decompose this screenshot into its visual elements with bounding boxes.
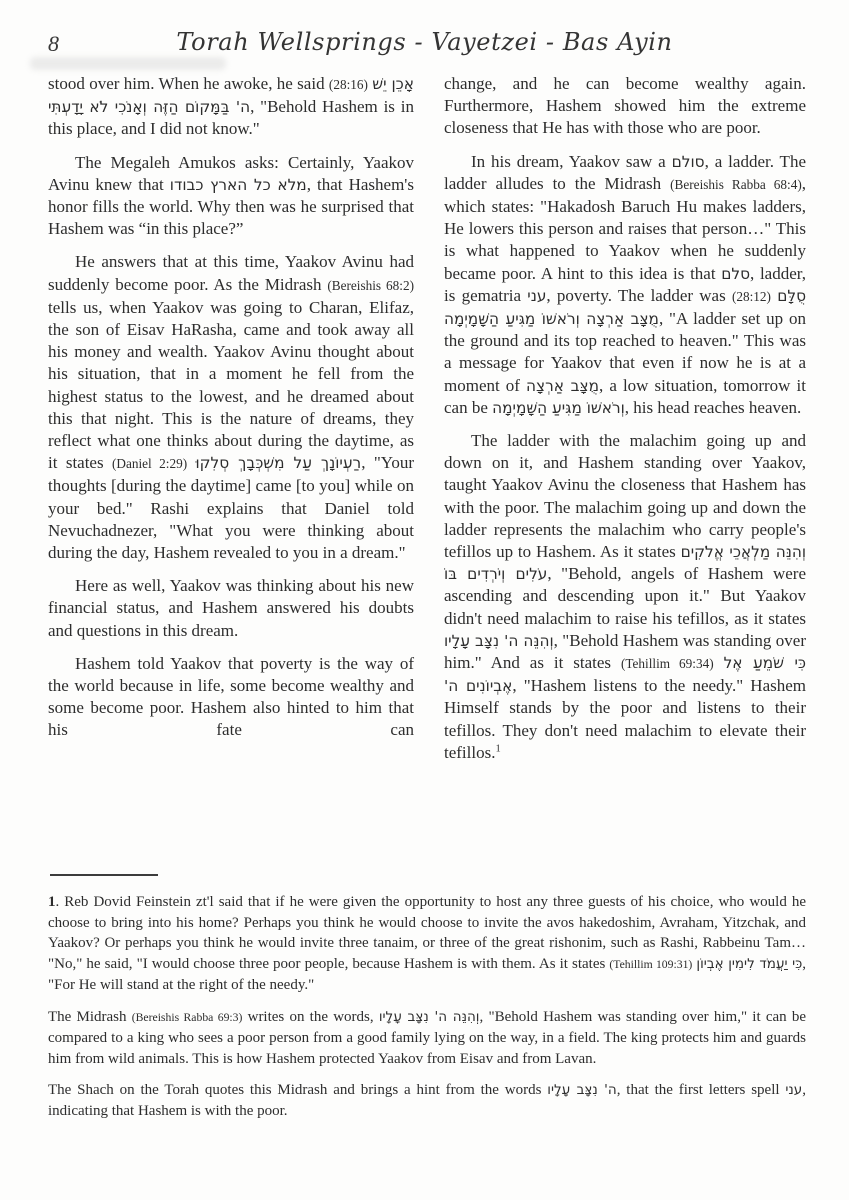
hebrew-phrase: וְרֹאשׁוֹ מַגִּיעַ הַשָּׁמָיְמָה: [492, 398, 625, 417]
footnote-number: 1: [48, 894, 56, 910]
citation-ref: (Daniel 2:29): [111, 456, 188, 472]
hebrew-phrase: עני: [527, 286, 547, 305]
body-paragraph: The Megaleh Amukos asks: Certainly, Yaakov Avinu knew that מלא כל הארץ כבודו, that Hashem's honor fills the world. Why then was he surprised that Hashem was “in this place?”: [48, 152, 414, 239]
hebrew-phrase: כִּי שֹׁמֵעַ אֶל אֶבְיוֹנִים ה': [444, 654, 807, 696]
citation-ref: (Bereishis 68:2): [327, 277, 414, 293]
hebrew-phrase: ה' נִצָּב עָלָיו: [547, 1082, 617, 1098]
page-title: Torah Wellsprings - Vayetzei - Bas Ayin: [176, 28, 673, 56]
hebrew-phrase: סולם: [671, 152, 705, 171]
footnote-separator: [50, 874, 158, 876]
body-paragraph: Here as well, Yaakov was thinking about his new financial status, and Hashem answered his doubts and questions in this dream.: [48, 576, 414, 640]
hebrew-phrase: כִּי יַעֲמֹד לִימִין אֶבְיוֹן: [696, 955, 803, 972]
footnotes-section: [48, 892, 806, 1121]
citation-ref: (Tehillim 69:34): [620, 656, 714, 672]
hebrew-phrase: סלם: [721, 264, 751, 283]
hebrew-phrase: וְהִנֵּה מַלְאֲכֵי אֱלֹקִים עֹלִים וְיֹרְדִים בּוֹ: [444, 543, 806, 584]
body-paragraph: stood over him. When he awoke, he said (28:16) אָכֵן יֵשׁ ה' בַּמָּקוֹם הַזֶּה וְאָנֹכִי לֹא יָדָעְתִּי, "Behold Hashem is in this place, and I did not know.": [48, 74, 415, 139]
footnote: The Midrash (Bereishis Rabba 69:3) writes on the words, וְהִנֵּה ה' נִצָּב עָלָיו, "Behold Hashem was standing over him," it can be compared to a king who sees a poor person from a good family lying on the way, in a field. The king protects him and guards him from wild animals. This is how Hashem protected Yaakov from Eisav and from Lavan.: [48, 1008, 807, 1067]
hebrew-phrase: אָכֵן יֵשׁ ה' בַּמָּקוֹם הַזֶּה וְאָנֹכִי לֹא יָדָעְתִּי: [48, 75, 415, 117]
citation-ref: (28:12): [731, 288, 771, 304]
body-paragraph: In his dream, Yaakov saw a סולם, a ladder. The ladder alludes to the Midrash (Bereishis Rabba 68:4), which states: "Hakadosh Baruch Hu makes ladders, He lowers this person and raises that person…" This is what happened to Yaakov when he suddenly became poor. A hint to this idea is that סלם, ladder, is gematria עני, poverty. The ladder was (28:12) סֻלָּם מֻצָּב אַרְצָה וְרֹאשׁוֹ מַגִּיעַ הַשָּׁמָיְמָה, "A ladder set up on the ground and its top reached to heaven." This was a message for Yaakov that even if now he is at a moment of מֻצָּב אַרְצָה, a low situation, tomorrow it can be וְרֹאשׁוֹ מַגִּיעַ הַשָּׁמָיְמָה, his head reaches heaven.: [444, 151, 807, 417]
hebrew-phrase: וְהִנֵּה ה' נִצָּב עָלָיו: [444, 631, 554, 650]
hebrew-phrase: וְהִנֵּה ה' נִצָּב עָלָיו: [378, 1008, 480, 1025]
footnote-marker: 1: [495, 743, 501, 755]
hebrew-phrase: רַעְיוֹנָךְ עַל מִשְׁכְּבָךְ סְלִקוּ: [195, 454, 362, 473]
hebrew-phrase: מלא כל הארץ כבודו: [169, 175, 307, 194]
footnote: 1. Reb Dovid Feinstein zt'l said that if he were given the opportunity to host any three guests of his choice, who would he choose to bring into his home? Perhaps you think he would choose to invite the avos hakedoshim, Avraham, Yitzchak, and Yaakov? Or perhaps you think he would invite three tanaim, or three of the great rishonim, such as Rashi, Rabbeinu Tam… "No," he said, "I would choose three poor people, because Hashem is with them. As it states (Tehillim 109:31) כִּי יַעֲמֹד לִימִין אֶבְיוֹן, "For He will stand at the right of the needy.": [48, 894, 807, 993]
body-paragraph: change, and he can become wealthy again. Furthermore, Hashem showed him the extreme closeness that He has with those who are poor.: [444, 74, 806, 138]
citation-ref: (Bereishis Rabba 68:4): [670, 176, 802, 192]
citation-ref: (Tehillim 109:31): [609, 957, 693, 971]
hebrew-phrase: מֻצָּב אַרְצָה: [526, 376, 599, 395]
hebrew-phrase: עני: [785, 1082, 803, 1098]
body-paragraph: He answers that at this time, Yaakov Avinu had suddenly become poor. As the Midrash (Bereishis 68:2) tells us, when Yaakov was going to Charan, Elifaz, the son of Eisav HaRasha, came and took away all his money and wealth. Yaakov Avinu thought about his situation, that in a moment he fell from the highest status to the lowest, and he dreamed about this that night. This is the nature of dreams, they reflect what one thinks about during the daytime, as it states (Daniel 2:29) רַעְיוֹנָךְ עַל מִשְׁכְּבָךְ סְלִקוּ, "Your thoughts [during the daytime] came [to you] while on your bed." Rashi explains that Daniel told Nevuchadnezer, "What you were thinking about during the day, Hashem revealed to you in a dream.": [48, 252, 415, 563]
citation-ref: (28:16): [328, 77, 368, 92]
body-paragraph: The ladder with the malachim going up and down on it, and Hashem standing over Yaakov, taught Yaakov Avinu the closeness that Hashem has with the poor. The malachim going up and down the ladder represents the malachim who carry people's tefillos up to Hashem. As it states וְהִנֵּה מַלְאֲכֵי אֱלֹקִים עֹלִים וְיֹרְדִים בּוֹ, "Behold, angels of Hashem were ascending and descending upon it." But Yaakov didn't need malachim to raise his tefillos, as it states וְהִנֵּה ה' נִצָּב עָלָיו, "Behold Hashem was standing over him." And as it states (Tehillim 69:34) כִּי שֹׁמֵעַ אֶל אֶבְיוֹנִים ה', "Hashem listens to the needy." Hashem Himself stands by the poor and listens to their tefillos. They don't need malachim to elevate their tefillos.$^1$: [444, 431, 807, 762]
page-number: 8: [48, 31, 59, 56]
text-column-left: [48, 73, 414, 742]
body-paragraph: Hashem told Yaakov that poverty is the way of the world because in life, some become wealthy and some become poor. Hashem also hinted to him that his fate can: [48, 653, 414, 740]
scan-artifact: [30, 57, 226, 70]
hebrew-phrase: סֻלָּם מֻצָּב אַרְצָה וְרֹאשׁוֹ מַגִּיעַ הַשָּׁמָיְמָה: [444, 286, 806, 329]
citation-ref: (Bereishis Rabba 69:3): [131, 1010, 243, 1024]
text-column-right: [444, 73, 806, 764]
footnote: The Shach on the Torah quotes this Midrash and brings a hint from the words ה' נִצָּב עָלָיו, that the first letters spell עני, indicating that Hashem is with the poor.: [48, 1082, 806, 1119]
